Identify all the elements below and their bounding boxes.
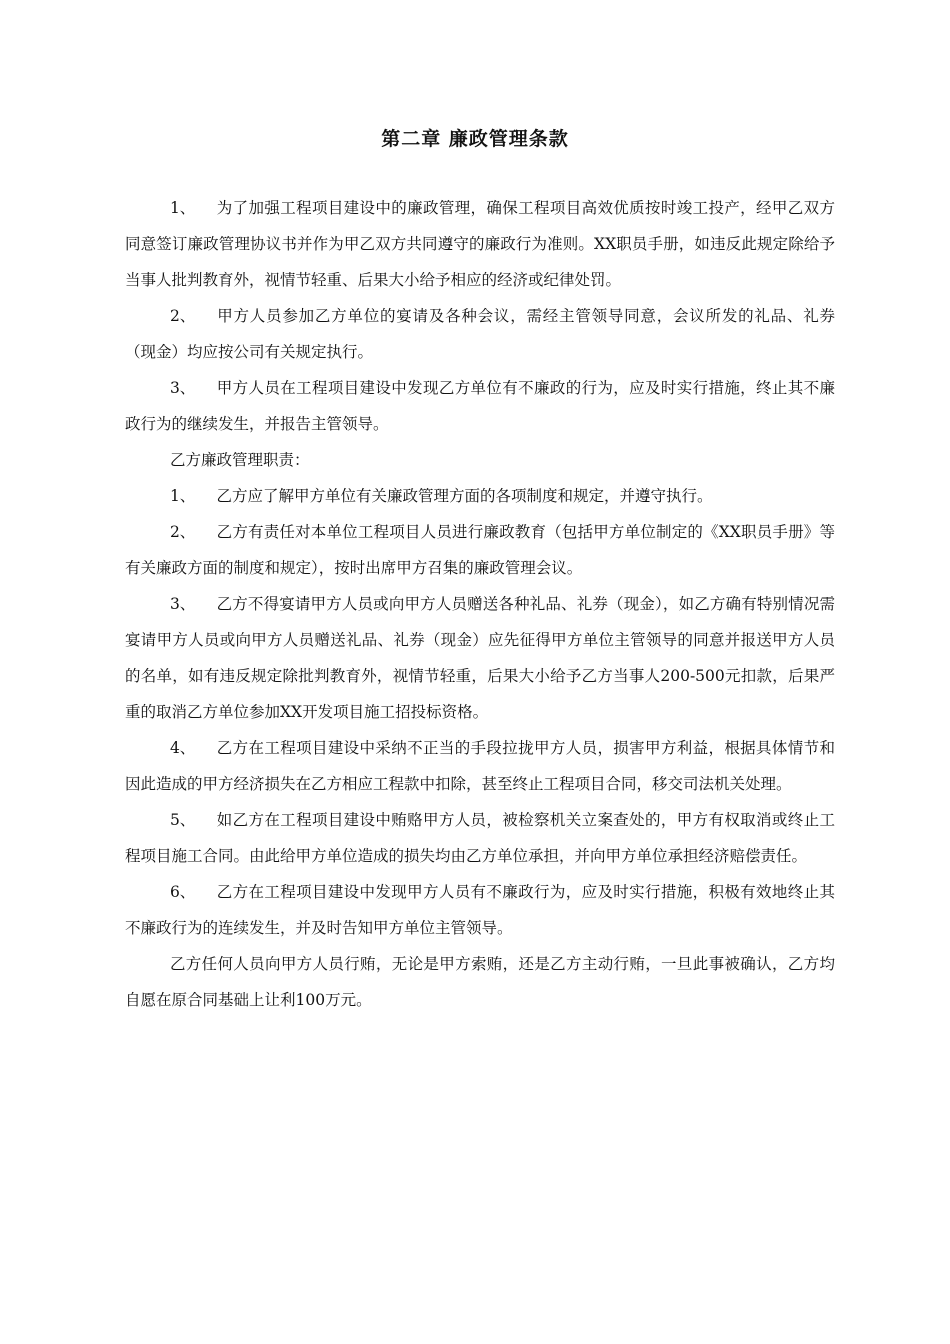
closing-paragraph [125, 946, 835, 1018]
paragraph-6 [125, 586, 835, 730]
paragraph-text: 乙方在工程项目建设中发现甲方人员有不廉政行为，应及时实行措施，积极有效地终止其不廉政行为的连续发生，并及时告知甲方单位主管领导。 [125, 883, 835, 937]
paragraph-text: 乙方不得宴请甲方人员或向甲方人员赠送各种礼品、礼券（现金），如乙方确有特别情况需宴请甲方人员或向甲方人员赠送礼品、礼券（现金）应先征得甲方单位主管领导的同意并报送甲方人员的名单，如有违反规定除批判教育外，视情节轻重，后果大小给予乙方当事人200-500元扣款，后果严重的取消乙方单位参加XX开发项目施工招投标资格。 [125, 595, 835, 721]
paragraph-number: 5、 [169, 811, 196, 829]
paragraph-number: 2、 [169, 523, 196, 541]
paragraph-text: 甲方人员在工程项目建设中发现乙方单位有不廉政的行为，应及时实行措施，终止其不廉政行为的继续发生，并报告主管领导。 [125, 379, 835, 433]
paragraph-number: 3、 [169, 595, 196, 613]
document-body [125, 190, 835, 1018]
paragraph-text: 乙方廉政管理职责： [169, 451, 310, 469]
paragraph-8 [125, 802, 835, 874]
section-heading [125, 442, 835, 478]
paragraph-5 [125, 514, 835, 586]
paragraph-text: 甲方人员参加乙方单位的宴请及各种会议，需经主管领导同意，会议所发的礼品、礼券（现金）均应按公司有关规定执行。 [125, 307, 835, 361]
chapter-title: 第二章 廉政管理条款 [381, 128, 569, 150]
paragraph-text: 乙方在工程项目建设中采纳不正当的手段拉拢甲方人员，损害甲方利益，根据具体情节和因此造成的甲方经济损失在乙方相应工程款中扣除，甚至终止工程项目合同，移交司法机关处理。 [125, 739, 835, 793]
paragraph-9 [125, 874, 835, 946]
paragraph-1 [125, 190, 835, 298]
paragraph-3 [125, 370, 835, 442]
paragraph-text: 如乙方在工程项目建设中贿赂甲方人员，被检察机关立案查处的，甲方有权取消或终止工程项目施工合同。由此给甲方单位造成的损失均由乙方单位承担，并向甲方单位承担经济赔偿责任。 [125, 811, 835, 865]
paragraph-number: 1、 [169, 487, 196, 505]
paragraph-number: 2、 [169, 307, 196, 325]
paragraph-text: 乙方任何人员向甲方人员行贿，无论是甲方索贿，还是乙方主动行贿，一旦此事被确认，乙方均自愿在原合同基础上让利100万元。 [125, 955, 835, 1009]
paragraph-number: 4、 [169, 739, 196, 757]
paragraph-number: 3、 [169, 379, 196, 397]
paragraph-text: 为了加强工程项目建设中的廉政管理，确保工程项目高效优质按时竣工投产，经甲乙双方同意签订廉政管理协议书并作为甲乙双方共同遵守的廉政行为准则。XX职员手册，如违反此规定除给予当事人批判教育外，视情节轻重、后果大小给予相应的经济或纪律处罚。 [125, 199, 835, 289]
paragraph-number: 6、 [169, 883, 196, 901]
paragraph-number: 1、 [169, 199, 196, 217]
paragraph-4 [125, 478, 835, 514]
paragraph-7 [125, 730, 835, 802]
paragraph-text: 乙方有责任对本单位工程项目人员进行廉政教育（包括甲方单位制定的《XX职员手册》等有关廉政方面的制度和规定），按时出席甲方召集的廉政管理会议。 [125, 523, 835, 577]
paragraph-2 [125, 298, 835, 370]
paragraph-text: 乙方应了解甲方单位有关廉政管理方面的各项制度和规定，并遵守执行。 [216, 487, 713, 505]
